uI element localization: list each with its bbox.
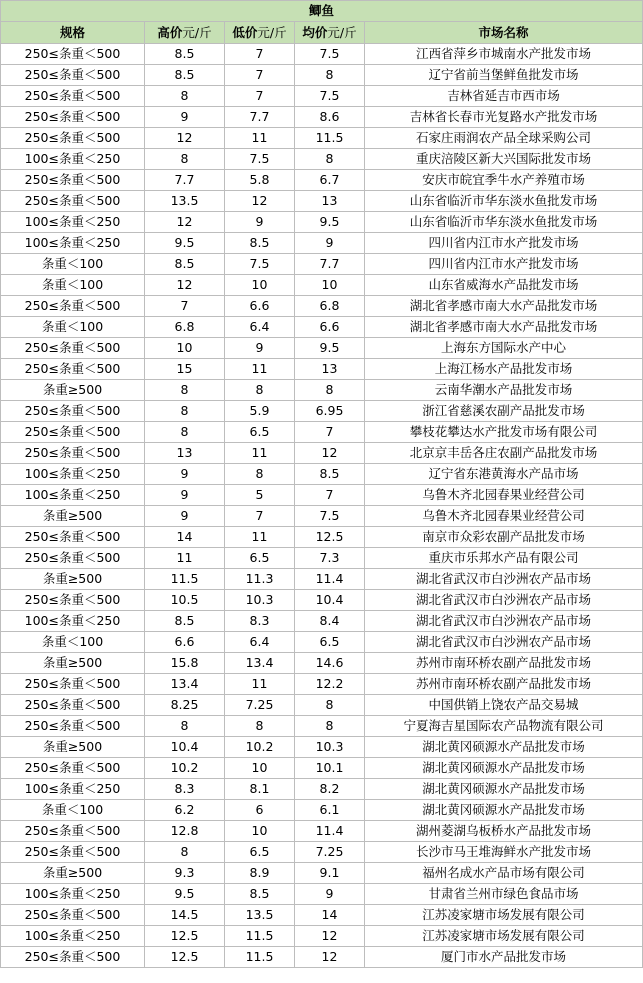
cell-market-name: 江西省萍乡市城南水产批发市场 (365, 44, 643, 65)
table-row (1, 65, 643, 86)
cell-high-price: 8 (145, 401, 225, 422)
cell-low-price: 6.5 (225, 422, 295, 443)
cell-low-price: 8.5 (225, 233, 295, 254)
cell-high-price: 9 (145, 506, 225, 527)
table-row (1, 842, 643, 863)
cell-avg-price: 6.8 (295, 296, 365, 317)
cell-spec: 条重≥500 (1, 863, 145, 884)
cell-avg-price: 6.1 (295, 800, 365, 821)
cell-high-price: 9 (145, 464, 225, 485)
cell-spec: 250≤条重＜500 (1, 107, 145, 128)
cell-high-price: 15.8 (145, 653, 225, 674)
cell-avg-price: 8 (295, 695, 365, 716)
cell-low-price: 7 (225, 44, 295, 65)
header-avg-label: 均价 (302, 24, 328, 40)
cell-market-name: 甘肃省兰州市绿色食品市场 (365, 884, 643, 905)
cell-spec: 250≤条重＜500 (1, 296, 145, 317)
cell-avg-price: 13 (295, 359, 365, 380)
table-row (1, 674, 643, 695)
cell-spec: 条重＜100 (1, 275, 145, 296)
table-row (1, 464, 643, 485)
cell-spec: 条重≥500 (1, 569, 145, 590)
table-row (1, 338, 643, 359)
cell-avg-price: 12 (295, 926, 365, 947)
table-row (1, 506, 643, 527)
cell-low-price: 5.8 (225, 170, 295, 191)
cell-spec: 250≤条重＜500 (1, 590, 145, 611)
cell-market-name: 四川省内江市水产批发市场 (365, 254, 643, 275)
cell-market-name: 湖北省武汉市白沙洲农产品市场 (365, 590, 643, 611)
cell-avg-price: 12.5 (295, 527, 365, 548)
cell-avg-price: 6.7 (295, 170, 365, 191)
header-high-unit: 元/斤 (182, 24, 212, 40)
cell-low-price: 13.4 (225, 653, 295, 674)
header-market-label: 市场名称 (478, 24, 529, 40)
cell-market-name: 南京市众彩农副产品批发市场 (365, 527, 643, 548)
cell-avg-price: 9.1 (295, 863, 365, 884)
cell-market-name: 福州名成水产品市场有限公司 (365, 863, 643, 884)
cell-low-price: 6.5 (225, 842, 295, 863)
cell-spec: 100≤条重＜250 (1, 464, 145, 485)
cell-market-name: 攀枝花攀达水产批发市场有限公司 (365, 422, 643, 443)
table-row (1, 170, 643, 191)
header-spec-label: 规格 (59, 24, 85, 40)
header-spec (1, 22, 145, 44)
cell-high-price: 9.3 (145, 863, 225, 884)
cell-high-price: 13.4 (145, 674, 225, 695)
cell-high-price: 9 (145, 485, 225, 506)
cell-market-name: 安庆市皖宜季牛水产养殖市场 (365, 170, 643, 191)
cell-avg-price: 9.5 (295, 212, 365, 233)
cell-low-price: 7 (225, 65, 295, 86)
cell-high-price: 8.5 (145, 611, 225, 632)
cell-avg-price: 10 (295, 275, 365, 296)
table-row (1, 527, 643, 548)
cell-market-name: 浙江省慈溪农副产品批发市场 (365, 401, 643, 422)
table-row (1, 443, 643, 464)
cell-spec: 250≤条重＜500 (1, 548, 145, 569)
table-row (1, 212, 643, 233)
table-row (1, 44, 643, 65)
cell-low-price: 9 (225, 212, 295, 233)
cell-market-name: 山东省威海水产品批发市场 (365, 275, 643, 296)
cell-spec: 条重＜100 (1, 800, 145, 821)
cell-market-name: 厦门市水产品批发市场 (365, 947, 643, 968)
header-low (225, 22, 295, 44)
cell-high-price: 12 (145, 212, 225, 233)
cell-high-price: 6.6 (145, 632, 225, 653)
cell-spec: 条重≥500 (1, 506, 145, 527)
table-row (1, 380, 643, 401)
cell-market-name: 苏州市南环桥农副产品批发市场 (365, 653, 643, 674)
cell-market-name: 宁夏海吉星国际农产品物流有限公司 (365, 716, 643, 737)
cell-high-price: 6.8 (145, 317, 225, 338)
cell-low-price: 7.7 (225, 107, 295, 128)
cell-avg-price: 9 (295, 233, 365, 254)
cell-avg-price: 9.5 (295, 338, 365, 359)
table-row (1, 758, 643, 779)
cell-market-name: 吉林省延吉市西市场 (365, 86, 643, 107)
cell-low-price: 10 (225, 275, 295, 296)
cell-high-price: 13.5 (145, 191, 225, 212)
table-row (1, 254, 643, 275)
cell-market-name: 湖北省武汉市白沙洲农产品市场 (365, 611, 643, 632)
cell-avg-price: 8.5 (295, 464, 365, 485)
cell-high-price: 10 (145, 338, 225, 359)
table-row (1, 296, 643, 317)
cell-market-name: 乌鲁木齐北园春果业经营公司 (365, 506, 643, 527)
cell-high-price: 8 (145, 380, 225, 401)
cell-avg-price: 6.6 (295, 317, 365, 338)
cell-market-name: 湖北省武汉市白沙洲农产品市场 (365, 632, 643, 653)
cell-avg-price: 10.1 (295, 758, 365, 779)
cell-spec: 250≤条重＜500 (1, 422, 145, 443)
cell-spec: 250≤条重＜500 (1, 338, 145, 359)
cell-high-price: 11 (145, 548, 225, 569)
cell-market-name: 四川省内江市水产批发市场 (365, 233, 643, 254)
cell-avg-price: 7.5 (295, 506, 365, 527)
cell-avg-price: 10.4 (295, 590, 365, 611)
cell-low-price: 8 (225, 716, 295, 737)
cell-spec: 100≤条重＜250 (1, 884, 145, 905)
cell-market-name: 江苏凌家塘市场发展有限公司 (365, 905, 643, 926)
cell-avg-price: 7 (295, 422, 365, 443)
cell-market-name: 湖北黄冈硕源水产品批发市场 (365, 737, 643, 758)
cell-spec: 250≤条重＜500 (1, 695, 145, 716)
cell-market-name: 辽宁省前当堡鲜鱼批发市场 (365, 65, 643, 86)
table-row (1, 590, 643, 611)
cell-avg-price: 7.7 (295, 254, 365, 275)
cell-spec: 100≤条重＜250 (1, 926, 145, 947)
cell-spec: 条重＜100 (1, 254, 145, 275)
cell-market-name: 石家庄雨润农产品全球采购公司 (365, 128, 643, 149)
cell-high-price: 8.5 (145, 44, 225, 65)
cell-avg-price: 12 (295, 443, 365, 464)
cell-high-price: 8 (145, 842, 225, 863)
cell-market-name: 湖州菱湖乌板桥水产品批发市场 (365, 821, 643, 842)
cell-market-name: 苏州市南环桥农副产品批发市场 (365, 674, 643, 695)
cell-spec: 100≤条重＜250 (1, 233, 145, 254)
cell-low-price: 10.3 (225, 590, 295, 611)
table-body (1, 1, 643, 968)
header-high (145, 22, 225, 44)
cell-low-price: 11 (225, 128, 295, 149)
table-row (1, 653, 643, 674)
cell-low-price: 11.5 (225, 947, 295, 968)
table-row (1, 737, 643, 758)
cell-spec: 250≤条重＜500 (1, 44, 145, 65)
cell-market-name: 云南华潮水产品批发市场 (365, 380, 643, 401)
header-market (365, 22, 643, 44)
table-row (1, 359, 643, 380)
cell-spec: 100≤条重＜250 (1, 485, 145, 506)
cell-low-price: 11.5 (225, 926, 295, 947)
table-row (1, 317, 643, 338)
cell-market-name: 湖北黄冈硕源水产品批发市场 (365, 800, 643, 821)
table-row (1, 86, 643, 107)
table-row (1, 905, 643, 926)
cell-high-price: 8.3 (145, 779, 225, 800)
header-row (1, 22, 643, 44)
table-row (1, 779, 643, 800)
cell-spec: 250≤条重＜500 (1, 947, 145, 968)
cell-market-name: 上海东方国际水产中心 (365, 338, 643, 359)
cell-spec: 250≤条重＜500 (1, 821, 145, 842)
cell-avg-price: 8 (295, 380, 365, 401)
cell-market-name: 重庆市乐邦水产品有限公司 (365, 548, 643, 569)
cell-low-price: 12 (225, 191, 295, 212)
cell-spec: 250≤条重＜500 (1, 65, 145, 86)
table-row (1, 632, 643, 653)
cell-spec: 100≤条重＜250 (1, 779, 145, 800)
cell-avg-price: 8.6 (295, 107, 365, 128)
cell-avg-price: 7.25 (295, 842, 365, 863)
cell-avg-price: 10.3 (295, 737, 365, 758)
cell-market-name: 上海江杨水产品批发市场 (365, 359, 643, 380)
cell-high-price: 8.5 (145, 254, 225, 275)
cell-avg-price: 12 (295, 947, 365, 968)
cell-low-price: 11 (225, 443, 295, 464)
cell-low-price: 6.4 (225, 317, 295, 338)
cell-market-name: 长沙市马王堆海鲜水产批发市场 (365, 842, 643, 863)
cell-avg-price: 8.4 (295, 611, 365, 632)
cell-low-price: 9 (225, 338, 295, 359)
table-row (1, 233, 643, 254)
cell-market-name: 吉林省长春市光复路水产批发市场 (365, 107, 643, 128)
cell-low-price: 11 (225, 359, 295, 380)
cell-high-price: 7.7 (145, 170, 225, 191)
table-row (1, 695, 643, 716)
table-row (1, 947, 643, 968)
cell-spec: 100≤条重＜250 (1, 611, 145, 632)
cell-low-price: 7.25 (225, 695, 295, 716)
table-row (1, 884, 643, 905)
cell-high-price: 10.5 (145, 590, 225, 611)
cell-low-price: 6.5 (225, 548, 295, 569)
cell-avg-price: 11.4 (295, 821, 365, 842)
cell-avg-price: 7.5 (295, 44, 365, 65)
cell-high-price: 12.8 (145, 821, 225, 842)
cell-low-price: 10 (225, 821, 295, 842)
cell-high-price: 13 (145, 443, 225, 464)
cell-high-price: 10.2 (145, 758, 225, 779)
cell-spec: 250≤条重＜500 (1, 716, 145, 737)
cell-low-price: 7.5 (225, 149, 295, 170)
table-row (1, 611, 643, 632)
cell-high-price: 6.2 (145, 800, 225, 821)
cell-avg-price: 13 (295, 191, 365, 212)
table-row (1, 107, 643, 128)
cell-avg-price: 8 (295, 716, 365, 737)
cell-avg-price: 14 (295, 905, 365, 926)
cell-spec: 250≤条重＜500 (1, 359, 145, 380)
cell-low-price: 8.5 (225, 884, 295, 905)
cell-spec: 条重＜100 (1, 317, 145, 338)
cell-high-price: 14 (145, 527, 225, 548)
cell-avg-price: 12.2 (295, 674, 365, 695)
cell-low-price: 7 (225, 86, 295, 107)
table-row (1, 800, 643, 821)
cell-low-price: 13.5 (225, 905, 295, 926)
cell-market-name: 湖北省孝感市南大水产品批发市场 (365, 296, 643, 317)
header-low-label: 低价 (232, 24, 258, 40)
cell-high-price: 15 (145, 359, 225, 380)
cell-high-price: 12 (145, 275, 225, 296)
cell-avg-price: 11.5 (295, 128, 365, 149)
cell-spec: 100≤条重＜250 (1, 149, 145, 170)
cell-spec: 100≤条重＜250 (1, 212, 145, 233)
table-row (1, 548, 643, 569)
table-row (1, 485, 643, 506)
table-title: 鲫鱼 (1, 1, 643, 22)
cell-low-price: 11 (225, 674, 295, 695)
cell-spec: 250≤条重＜500 (1, 527, 145, 548)
cell-high-price: 10.4 (145, 737, 225, 758)
table-row (1, 569, 643, 590)
cell-avg-price: 8 (295, 65, 365, 86)
cell-low-price: 11.3 (225, 569, 295, 590)
cell-high-price: 9.5 (145, 233, 225, 254)
cell-spec: 250≤条重＜500 (1, 191, 145, 212)
cell-high-price: 7 (145, 296, 225, 317)
header-avg (295, 22, 365, 44)
cell-spec: 条重＜100 (1, 632, 145, 653)
cell-high-price: 8.5 (145, 65, 225, 86)
cell-low-price: 10 (225, 758, 295, 779)
table-row (1, 128, 643, 149)
cell-spec: 250≤条重＜500 (1, 170, 145, 191)
cell-avg-price: 9 (295, 884, 365, 905)
table-row (1, 191, 643, 212)
cell-spec: 250≤条重＜500 (1, 401, 145, 422)
cell-avg-price: 8.2 (295, 779, 365, 800)
table-row (1, 401, 643, 422)
table-row (1, 422, 643, 443)
cell-low-price: 6.4 (225, 632, 295, 653)
cell-avg-price: 8 (295, 149, 365, 170)
table-row (1, 275, 643, 296)
header-high-label: 高价 (157, 24, 183, 40)
cell-avg-price: 7.5 (295, 86, 365, 107)
cell-avg-price: 7.3 (295, 548, 365, 569)
cell-low-price: 6 (225, 800, 295, 821)
cell-spec: 250≤条重＜500 (1, 758, 145, 779)
cell-avg-price: 14.6 (295, 653, 365, 674)
cell-low-price: 7 (225, 506, 295, 527)
cell-high-price: 8 (145, 716, 225, 737)
cell-avg-price: 7 (295, 485, 365, 506)
cell-high-price: 11.5 (145, 569, 225, 590)
cell-high-price: 8 (145, 422, 225, 443)
cell-low-price: 10.2 (225, 737, 295, 758)
table-row (1, 149, 643, 170)
cell-market-name: 湖北黄冈硕源水产品批发市场 (365, 779, 643, 800)
cell-avg-price: 6.5 (295, 632, 365, 653)
cell-spec: 250≤条重＜500 (1, 905, 145, 926)
table-row (1, 716, 643, 737)
cell-spec: 条重≥500 (1, 737, 145, 758)
cell-spec: 条重≥500 (1, 653, 145, 674)
table-row (1, 821, 643, 842)
cell-low-price: 6.6 (225, 296, 295, 317)
cell-market-name: 江苏凌家塘市场发展有限公司 (365, 926, 643, 947)
header-avg-unit: 元/斤 (327, 24, 357, 40)
cell-high-price: 9.5 (145, 884, 225, 905)
cell-low-price: 8.3 (225, 611, 295, 632)
cell-low-price: 8 (225, 380, 295, 401)
cell-low-price: 8.1 (225, 779, 295, 800)
cell-market-name: 重庆涪陵区新大兴国际批发市场 (365, 149, 643, 170)
cell-low-price: 11 (225, 527, 295, 548)
cell-market-name: 中国供销上饶农产品交易城 (365, 695, 643, 716)
cell-low-price: 7.5 (225, 254, 295, 275)
cell-high-price: 12.5 (145, 926, 225, 947)
cell-high-price: 12 (145, 128, 225, 149)
cell-spec: 250≤条重＜500 (1, 674, 145, 695)
cell-high-price: 9 (145, 107, 225, 128)
cell-avg-price: 11.4 (295, 569, 365, 590)
cell-low-price: 5 (225, 485, 295, 506)
cell-high-price: 8.25 (145, 695, 225, 716)
cell-low-price: 5.9 (225, 401, 295, 422)
cell-market-name: 乌鲁木齐北园春果业经营公司 (365, 485, 643, 506)
header-low-unit: 元/斤 (257, 24, 287, 40)
cell-high-price: 8 (145, 149, 225, 170)
cell-market-name: 辽宁省东港黄海水产品市场 (365, 464, 643, 485)
cell-market-name: 北京京丰岳各庄农副产品批发市场 (365, 443, 643, 464)
cell-low-price: 8 (225, 464, 295, 485)
cell-high-price: 14.5 (145, 905, 225, 926)
cell-spec: 250≤条重＜500 (1, 443, 145, 464)
cell-high-price: 8 (145, 86, 225, 107)
cell-spec: 条重≥500 (1, 380, 145, 401)
cell-spec: 250≤条重＜500 (1, 128, 145, 149)
title-row (1, 1, 643, 22)
cell-avg-price: 6.95 (295, 401, 365, 422)
cell-market-name: 湖北省孝感市南大水产品批发市场 (365, 317, 643, 338)
cell-spec: 250≤条重＜500 (1, 86, 145, 107)
cell-market-name: 湖北黄冈硕源水产品批发市场 (365, 758, 643, 779)
table-row (1, 863, 643, 884)
cell-low-price: 8.9 (225, 863, 295, 884)
cell-spec: 250≤条重＜500 (1, 842, 145, 863)
cell-high-price: 12.5 (145, 947, 225, 968)
cell-market-name: 山东省临沂市华东淡水鱼批发市场 (365, 191, 643, 212)
table-row (1, 926, 643, 947)
cell-market-name: 山东省临沂市华东淡水鱼批发市场 (365, 212, 643, 233)
cell-market-name: 湖北省武汉市白沙洲农产品市场 (365, 569, 643, 590)
